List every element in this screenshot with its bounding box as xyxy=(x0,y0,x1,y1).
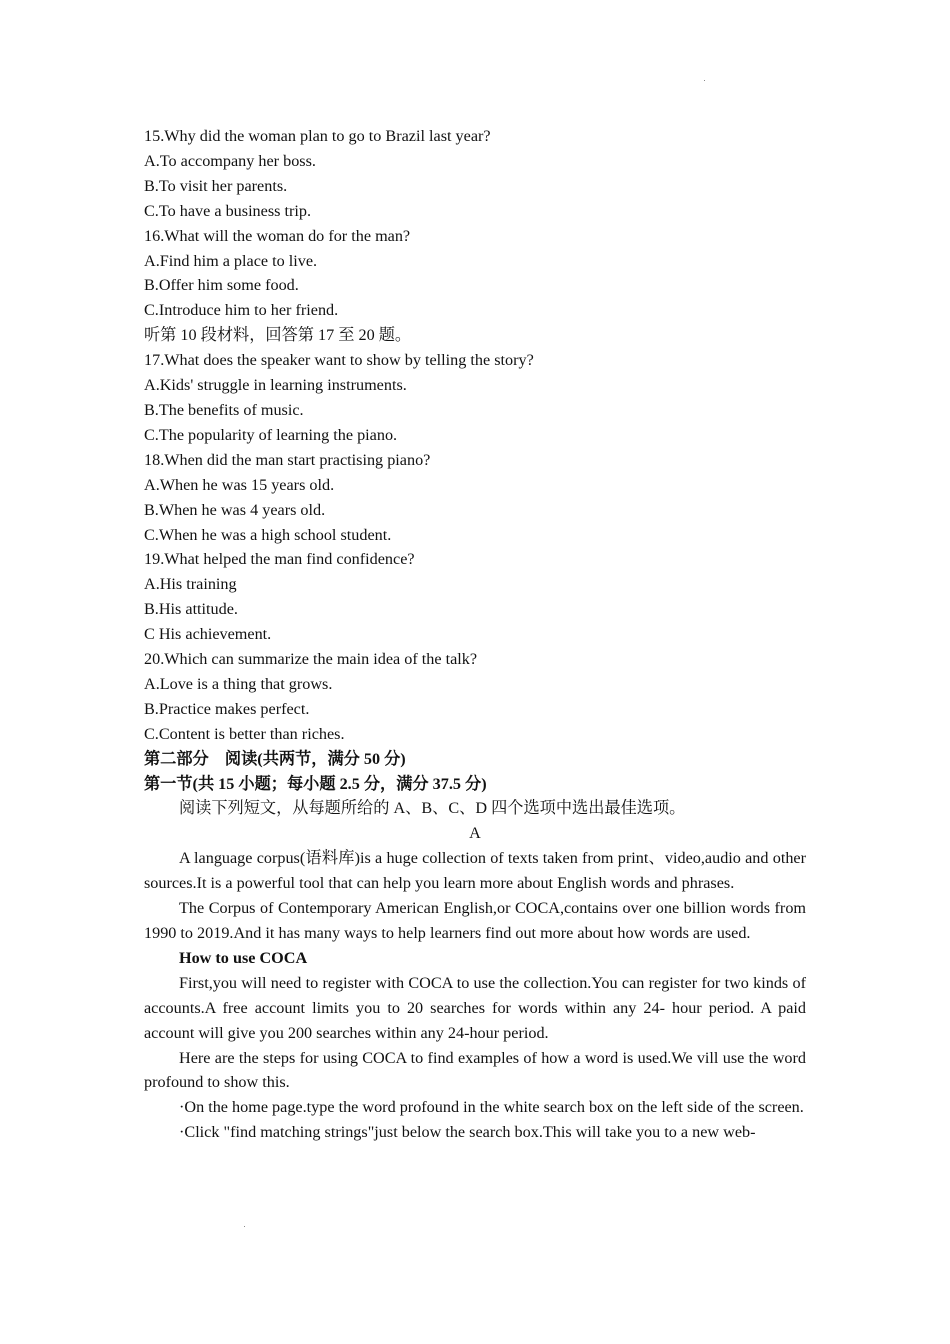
option-19-a: A.His training xyxy=(144,575,237,594)
option-20-a: A.Love is a thing that grows. xyxy=(144,674,333,693)
option-19-c: C His achievement. xyxy=(144,625,272,644)
passage-bullet-2: ·Click "find matching strings"just below the search box.This will take you to a new web- xyxy=(179,1123,756,1142)
section-10-instruction: 听第 10 段材料，回答第 17 至 20 题。 xyxy=(144,326,412,345)
option-17-c: C.The popularity of learning the piano. xyxy=(144,425,398,444)
option-16-c: C.Introduce him to her friend. xyxy=(144,301,339,320)
question-19: 19.What helped the man find confidence? xyxy=(144,550,415,569)
option-18-b: B.When he was 4 years old. xyxy=(144,500,326,519)
option-17-b: B.The benefits of music. xyxy=(144,400,304,419)
option-15-a: A.To accompany her boss. xyxy=(144,151,316,170)
option-18-a: A.When he was 15 years old. xyxy=(144,475,335,494)
passage-bullet-1: ·On the home page.type the word profound in the white search box on the left side of the screen. xyxy=(179,1098,804,1117)
passage-label: A xyxy=(469,824,481,843)
passage-paragraph-3: First,you will need to register with COCA to use the collection.You can register for two kinds of accounts.A free account limits you to 20 searches for words within any 24- hour period. A paid account will give you 200 searches within any 24-hour period. xyxy=(144,973,806,1042)
option-19-b: B.His attitude. xyxy=(144,600,238,619)
option-20-c: C.Content is better than riches. xyxy=(144,724,345,743)
passage-heading: How to use COCA xyxy=(179,948,308,967)
document-page xyxy=(144,124,806,1145)
option-15-b: B.To visit her parents. xyxy=(144,176,288,195)
question-16: 16.What will the woman do for the man? xyxy=(144,226,411,245)
passage-paragraph-2: The Corpus of Contemporary American English,or COCA,contains over one billion words from 1990 to 2019.And it has many ways to help learners find out more about how words are used. xyxy=(144,899,806,942)
option-20-b: B.Practice makes perfect. xyxy=(144,699,310,718)
option-16-a: A.Find him a place to live. xyxy=(144,251,318,270)
option-17-a: A.Kids' struggle in learning instruments. xyxy=(144,376,407,395)
option-18-c: C.When he was a high school student. xyxy=(144,525,392,544)
bottom-speck xyxy=(244,1226,245,1227)
question-17: 17.What does the speaker want to show by telling the story? xyxy=(144,351,534,370)
question-18: 18.When did the man start practising piano? xyxy=(144,450,431,469)
reading-instruction: 阅读下列短文，从每题所给的 A、B、C、D 四个选项中选出最佳选项。 xyxy=(179,799,686,818)
question-15: 15.Why did the woman plan to go to Brazil last year? xyxy=(144,127,491,145)
passage-paragraph-4: Here are the steps for using COCA to find examples of how a word is used.We vill use the word profound to show this. xyxy=(144,1048,806,1092)
passage-paragraph-1: A language corpus(语料库)is a huge collection of texts taken from print、video,audio and other sources.It is a powerful tool that can help you learn more about English words and phrases. xyxy=(144,849,806,893)
section-one-title: 第一节(共 15 小题；每小题 2.5 分，满分 37.5 分) xyxy=(144,774,487,793)
option-15-c: C.To have a business trip. xyxy=(144,201,312,220)
part-two-title: 第二部分 阅读(共两节，满分 50 分) xyxy=(144,749,406,768)
top-speck xyxy=(704,80,705,81)
question-20: 20.Which can summarize the main idea of the talk? xyxy=(144,650,478,669)
option-16-b: B.Offer him some food. xyxy=(144,276,299,295)
